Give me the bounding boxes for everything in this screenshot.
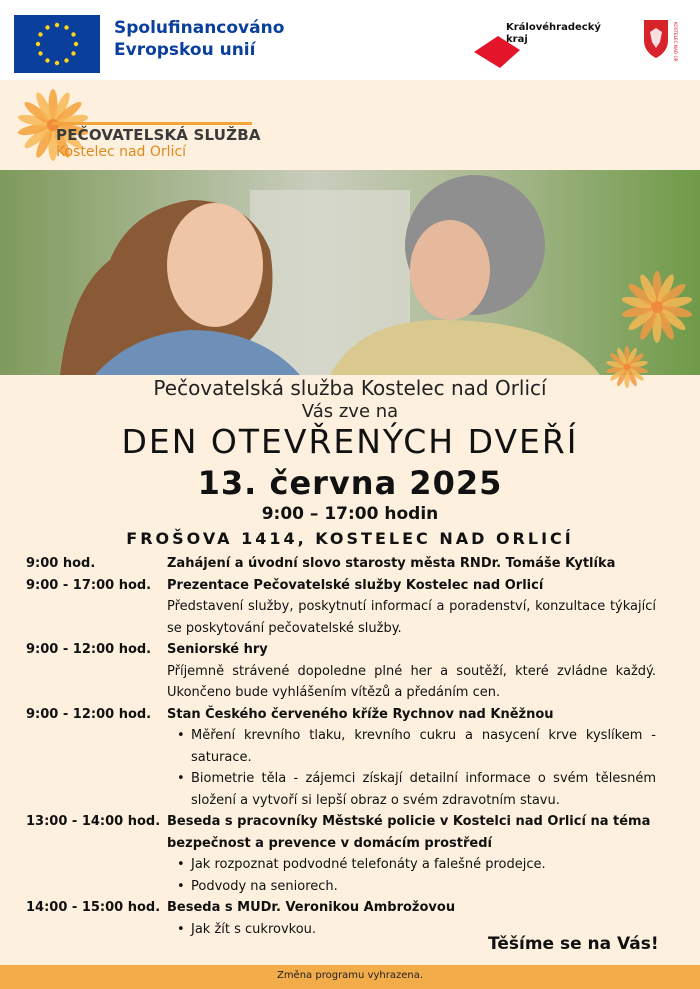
event-title: DEN OTEVŘENÝCH DVEŘÍ (121, 422, 579, 461)
header-photo (0, 170, 700, 375)
eu-line-2: Evropskou unií (114, 40, 256, 60)
programme-bullet: • Podvody na seniorech. (191, 876, 656, 898)
eu-star (45, 25, 49, 29)
organisation-logo (14, 86, 274, 166)
logo-bar (0, 0, 700, 80)
flower-icon (618, 268, 696, 346)
programme-bullets (167, 854, 656, 897)
event-time: 9:00 – 17:00 hodin (261, 504, 439, 524)
eu-flag-icon (14, 15, 100, 73)
eu-star (74, 42, 78, 46)
programme-title: Zahájení a úvodní slovo starosty města RNDr. Tomáše Kytlíka (167, 556, 616, 571)
invitation-line-1: Pečovatelská služba Kostelec nad Orlicí (153, 376, 547, 400)
region-line-2: kraj (506, 34, 528, 45)
region-logo (472, 20, 612, 70)
closing-text: Těšíme se na Vás! (488, 934, 659, 954)
programme-title: Beseda s pracovníky Městské policie v Kostelci nad Orlicí na téma bezpečnost a prevence v domácím prostředí (167, 814, 651, 851)
town-emblem-icon (640, 18, 680, 62)
programme-title: Beseda s MUDr. Veronikou Ambrožovou (167, 900, 456, 915)
invitation-line-2: Vás zve na (301, 401, 399, 422)
flower-center (651, 301, 663, 313)
programme-time: 13:00 - 14:00 hod. (26, 814, 161, 829)
flower-center (623, 363, 630, 370)
town-emblem-text: KOSTELEC NAD ORLICÍ (673, 22, 678, 62)
footer-note: Změna programu vyhrazena. (276, 970, 424, 981)
programme-item (26, 553, 656, 575)
programme-item (26, 639, 656, 704)
region-line-1: Královéhradecký (506, 22, 601, 33)
programme-time: 14:00 - 15:00 hod. (26, 900, 161, 915)
eu-star (55, 61, 59, 65)
programme-item (26, 811, 656, 897)
organisation-name: PEČOVATELSKÁ SLUŽBA (56, 126, 261, 144)
eu-line-1: Spolufinancováno (114, 18, 285, 38)
programme-title: Stan Českého červeného kříže Rychnov nad Kněžnou (167, 706, 554, 722)
eu-star (45, 58, 49, 62)
eu-star (38, 32, 42, 36)
event-address: FROŠOVA 1414, KOSTELEC NAD ORLICÍ (126, 529, 574, 548)
eu-star (64, 25, 68, 29)
programme-bullet: • Měření krevního tlaku, krevního cukru a nasycení krve kyslíkem - saturace. (191, 725, 656, 768)
eu-funding-text (114, 17, 284, 61)
programme-time: 9:00 - 12:00 hod. (26, 642, 152, 657)
eu-star (64, 58, 68, 62)
programme-list (26, 553, 656, 940)
organisation-place: Kostelec nad Orlicí (56, 144, 187, 160)
programme-bullet: • Biometrie těla - zájemci získají detailní informace o svém tělesném složení a vytvoří si lepší obraz o svém zdravotním stavu. (191, 768, 656, 811)
eu-star (36, 42, 40, 46)
eu-star (55, 23, 59, 27)
programme-description: Představení služby, poskytnutí informací a poradenství, konzultace týkající se poskytování pečovatelské služby. (167, 599, 656, 636)
eu-star (71, 32, 75, 36)
organisation-underline (52, 122, 252, 125)
region-name (506, 22, 601, 46)
programme-time: 9:00 hod. (26, 556, 96, 571)
event-date: 13. června 2025 (197, 464, 503, 502)
footer-bar (0, 965, 700, 989)
programme-bullet: • Jak žít s cukrovkou. (191, 919, 656, 941)
programme-title: Seniorské hry (167, 642, 268, 657)
eu-star (38, 51, 42, 55)
programme-item (26, 704, 656, 812)
eu-star (71, 51, 75, 55)
programme-bullet: • Jak rozpoznat podvodné telefonáty a falešné prodejce. (191, 854, 656, 876)
programme-bullets (167, 725, 656, 811)
programme-time: 9:00 - 12:00 hod. (26, 706, 152, 722)
programme-item (26, 575, 656, 640)
programme-description: Příjemně strávené dopoledne plné her a soutěží, které zvládne každý. Ukončeno bude vyhlášením vítězů a předáním cen. (167, 663, 656, 700)
programme-time: 9:00 - 17:00 hod. (26, 577, 152, 593)
programme-title: Prezentace Pečovatelské služby Kostelec nad Orlicí (167, 577, 544, 593)
